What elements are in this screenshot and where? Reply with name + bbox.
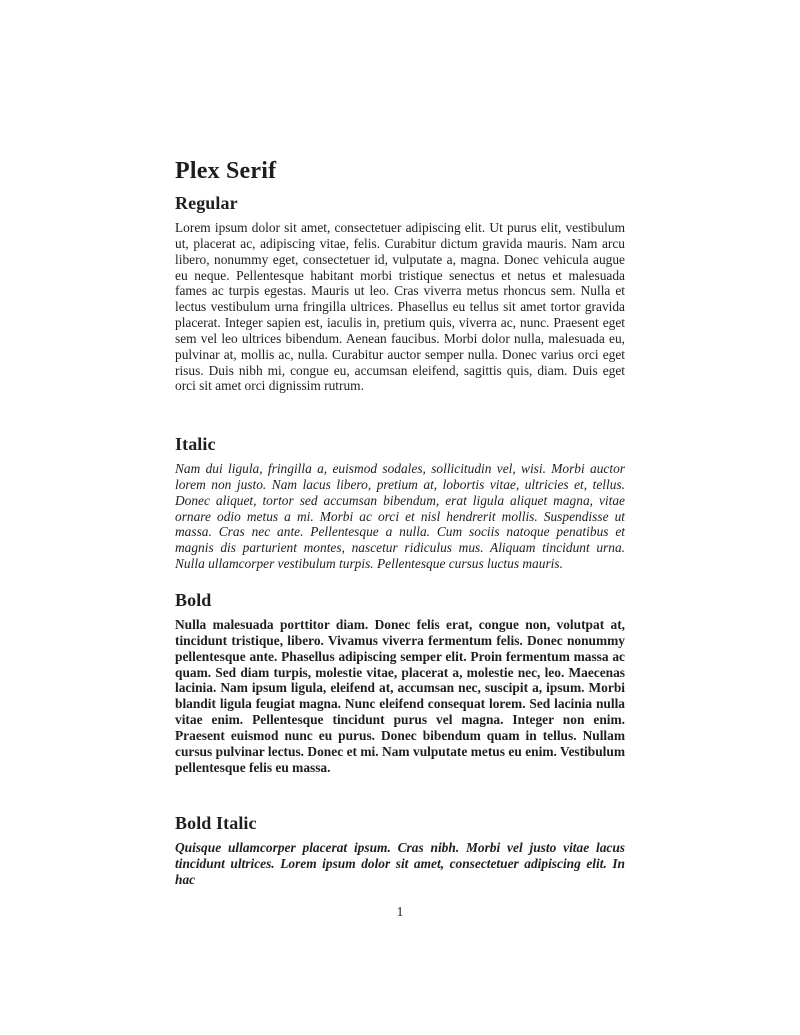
section-text-bold: Nulla malesuada porttitor diam. Donec felis erat, congue non, volutpat at, tincidunt tristique, libero. Vivamus viverra fermentum felis. Donec nonummy pellentesque ante. Phasellus adipiscing semper elit. Proin fermentum massa ac quam. Sed diam turpis, molestie vitae, placerat a, molestie nec, leo. Maecenas lacinia. Nam ipsum ligula, eleifend at, accumsan nec, suscipit a, ipsum. Morbi blandit ligula feugiat magna. Nunc eleifend consequat lorem. Sed lacinia nulla vitae enim. Pellentesque tincidunt purus vel magna. Integer non enim. Praesent euismod nunc eu purus. Donec bibendum quam in tellus. Nullam cursus pulvinar lectus. Donec et mi. Nam vulputate metus eu enim. Vestibulum pellentesque felis eu massa. xyxy=(175,617,625,775)
section-italic xyxy=(175,433,625,572)
section-bold-italic xyxy=(175,812,625,888)
section-heading-bold-italic: Bold Italic xyxy=(175,813,257,833)
page-number: 1 xyxy=(396,904,404,919)
page-footer xyxy=(175,904,625,919)
section-heading-bold: Bold xyxy=(175,590,212,610)
document-title: Plex Serif xyxy=(175,158,277,184)
section-text-italic: Nam dui ligula, fringilla a, euismod sodales, sollicitudin vel, wisi. Morbi auctor lorem non justo. Nam lacus libero, pretium at, lobortis vitae, ultricies et, tellus. Donec aliquet, tortor sed accumsan bibendum, erat ligula aliquet magna, vitae ornare odio metus a mi. Morbi ac orci et nisl hendrerit mollis. Suspendisse ut massa. Cras nec ante. Pellentesque a nulla. Cum sociis natoque penatibus et magnis dis parturient montes, nascetur ridiculus mus. Aliquam tincidunt urna. Nulla ullamcorper vestibulum turpis. Pellentesque cursus luctus mauris. xyxy=(175,461,625,572)
section-text-regular: Lorem ipsum dolor sit amet, consectetuer adipiscing elit. Ut purus elit, vestibulum ut, placerat ac, adipiscing vitae, felis. Curabitur dictum gravida mauris. Nam arcu libero, nonummy eget, consectetuer id, vulputate a, magna. Donec vehicula augue eu neque. Pellentesque habitant morbi tristique senectus et netus et malesuada fames ac turpis egestas. Mauris ut leo. Cras viverra metus rhoncus sem. Nulla et lectus vestibulum urna fringilla ultrices. Phasellus eu tellus sit amet tortor gravida placerat. Integer sapien est, iaculis in, pretium quis, viverra ac, nunc. Praesent eget sem vel leo ultrices bibendum. Aenean faucibus. Morbi dolor nulla, malesuada eu, pulvinar at, mollis ac, nulla. Curabitur auctor semper nulla. Donec varius orci eget risus. Duis nibh mi, congue eu, accumsan eleifend, sagittis quis, diam. Duis eget orci sit amet orci dignissim rutrum. xyxy=(175,220,625,394)
section-text-bold-italic: Quisque ullamcorper placerat ipsum. Cras nibh. Morbi vel justo vitae lacus tincidunt ultrices. Lorem ipsum dolor sit amet, consectetuer adipiscing elit. In hac xyxy=(175,840,625,887)
section-regular xyxy=(175,192,625,394)
section-heading-regular: Regular xyxy=(175,193,238,213)
section-bold xyxy=(175,589,625,775)
section-heading-italic: Italic xyxy=(175,434,216,454)
